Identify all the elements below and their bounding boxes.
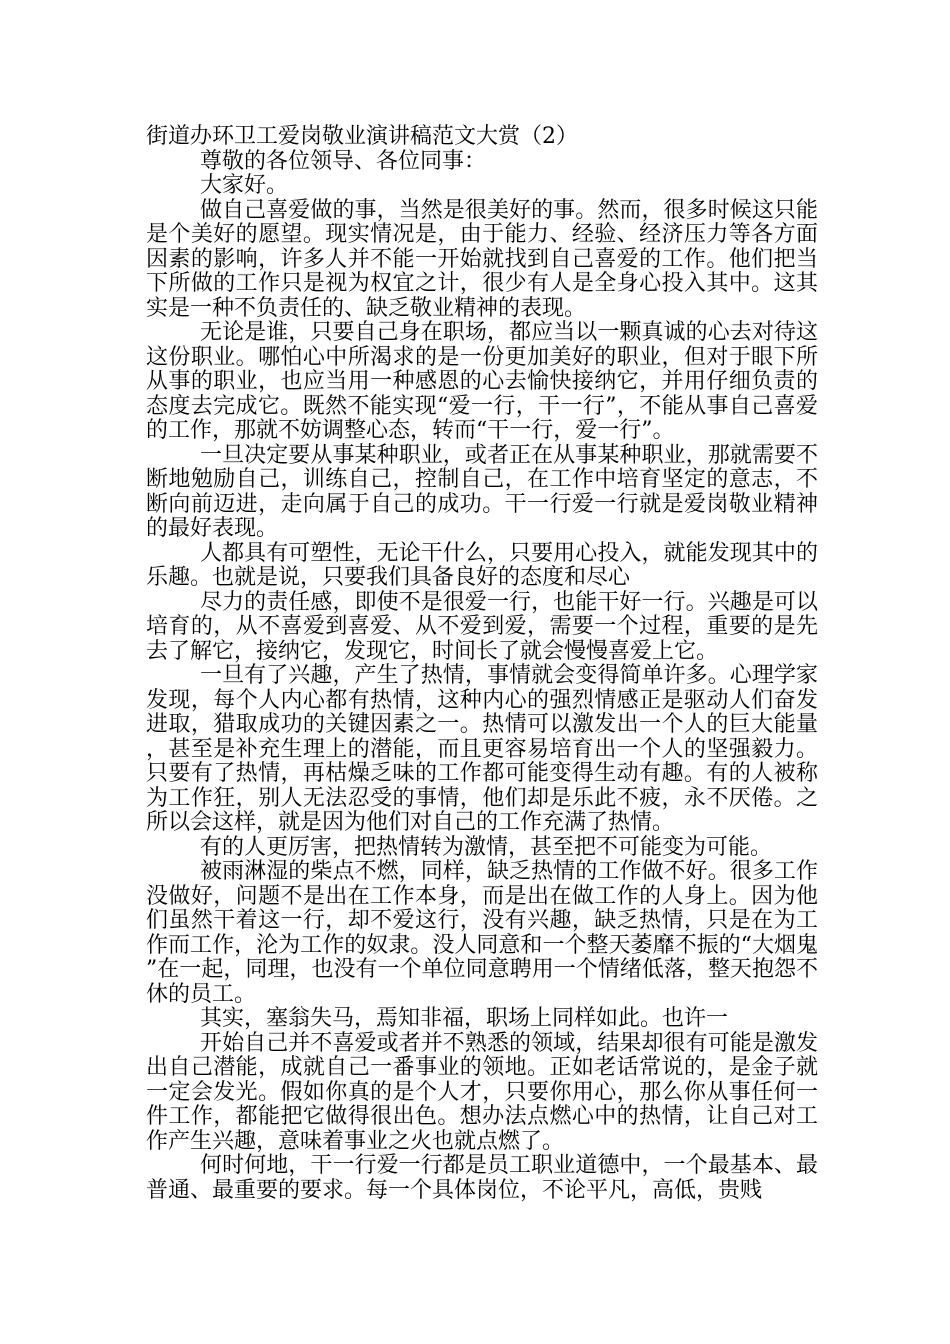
paragraph: 无论是谁，只要自己身在职场，都应当以一颗真诚的心去对待这这份职业。哪怕心中所渴求的是一份更加美好的职业，但对于眼下所从事的职业，也应当用一种感恩的心去愉快接纳它，并用仔细负责的态度去完成它。既然不能实现“爱一行，干一行”，不能从事自己喜爱的工作，那就不妨调整心态，转而“干一行，爱一行”。: [146, 320, 818, 443]
paragraph: 其实，塞翁失马，焉知非福，职场上同样如此。也许一: [200, 1006, 729, 1031]
paragraph: 开始自己并不喜爱或者并不熟悉的领域，结果却很有可能是激发出自己潜能，成就自己一番事业的领地。正如老话常说的，是金子就一定会发光。假如你真的是个人才，只要你用心，那么你从事任何一件工作，都能把它做得很出色。想办法点燃心中的热情，让自己对工作产生兴趣，意味着事业之火也就点燃了。: [146, 1030, 818, 1154]
paragraph: 一旦决定要从事某种职业，或者正在从事某种职业，那就需要不断地勉励自己，训练自己，控制自己，在工作中培育坚定的意志，不断向前迈进，走向属于自己的成功。干一行爱一行就是爱岗敬业精神的最好表现。: [146, 442, 818, 541]
document-body: [146, 125, 818, 1203]
document-title: 街道办环卫工爱岗敬业演讲稿范文大赏（2）: [146, 124, 578, 149]
paragraph: 被雨淋湿的柴点不燃，同样，缺乏热情的工作做不好。很多工作没做好，问题不是出在工作本身，而是出在做工作的人身上。因为他们虽然干着这一行，却不爱这行，没有兴趣，缺乏热情，只是在为工作而工作，沦为工作的奴隶。没人同意和一个整天萎靡不振的“大烟鬼”在一起，同理，也没有一个单位同意聘用一个情绪低落，整天抱怨不休的员工。: [146, 859, 818, 1007]
paragraph: 人都具有可塑性，无论干什么，只要用心投入，就能发现其中的乐趣。也就是说，只要我们具备良好的态度和尽心: [146, 540, 818, 590]
salutation: 尊敬的各位领导、各位同事：: [200, 148, 487, 174]
paragraph: 做自己喜爱做的事，当然是很美好的事。然而，很多时候这只能是个美好的愿望。现实情况是，由于能力、经验、经济压力等各方面因素的影响，许多人并不能一开始就找到自己喜爱的工作。他们把当下所做的工作只是视为权宜之计，很少有人是全身心投入其中。这其实是一种不负责任的、缺乏敬业精神的表现。: [146, 197, 818, 321]
greeting: 大家好。: [200, 173, 289, 198]
paragraph: 何时何地，干一行爱一行都是员工职业道德中，一个最基本、最普通、最重要的要求。每一个具体岗位，不论平凡，高低，贵贱: [146, 1153, 818, 1203]
paragraph: 尽力的责任感，即使不是很爱一行，也能干好一行。兴趣是可以培育的，从不喜爱到喜爱、从不爱到爱，需要一个过程，重要的是先去了解它，接纳它，发现它，时间长了就会慢慢喜爱上它。: [146, 589, 818, 664]
paragraph: 有的人更厉害，把热情转为激情，甚至把不可能变为可能。: [200, 834, 773, 860]
paragraph: 一旦有了兴趣，产生了热情，事情就会变得简单许多。心理学家发现，每个人内心都有热情，这种内心的强烈情感正是驱动人们奋发进取，猎取成功的关键因素之一。热情可以激发出一个人的巨大能量，甚至是补充生理上的潜能，而且更容易培育出一个人的坚强毅力。只要有了热情，再枯燥乏味的工作都可能变得生动有趣。有的人被称为工作狂，别人无法忍受的事情，他们却是乐此不疲，永不厌倦。之所以会这样，就是因为他们对自己的工作充满了热情。: [146, 663, 818, 835]
